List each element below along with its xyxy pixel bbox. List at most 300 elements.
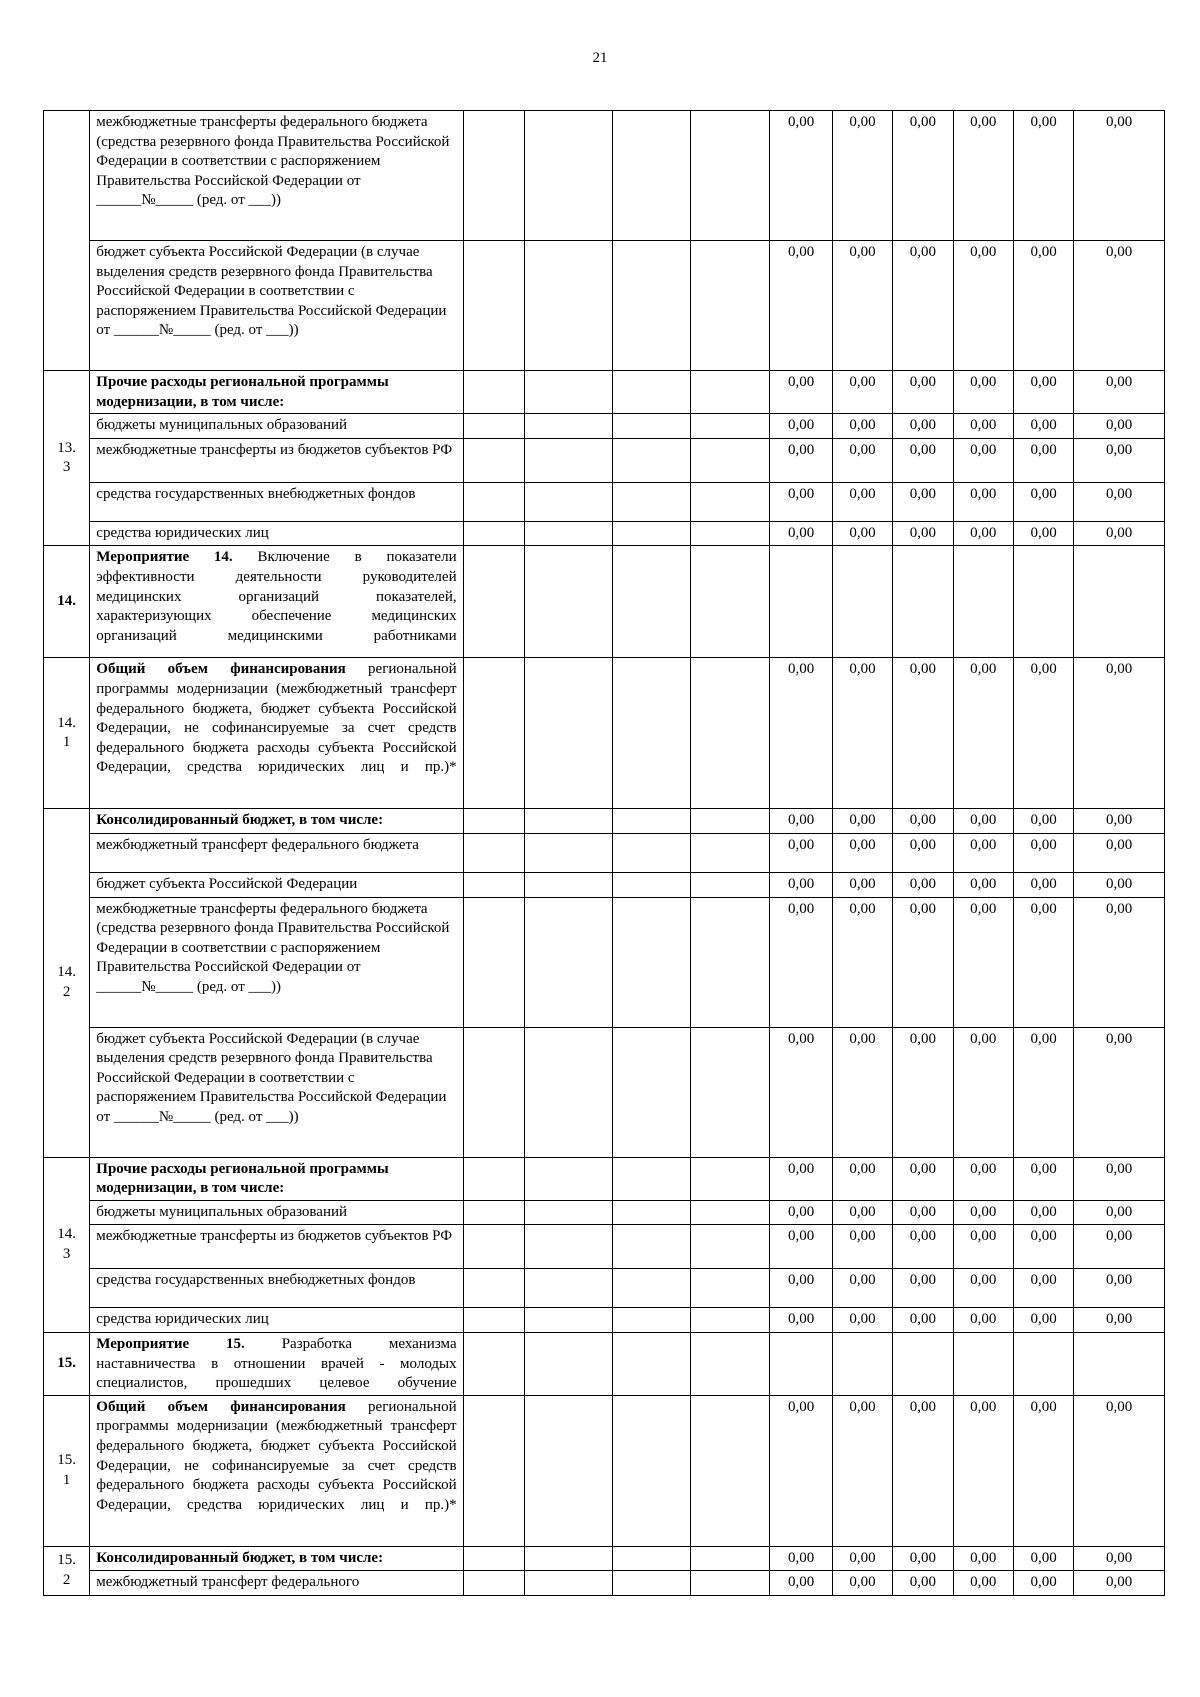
- empty-cell: [612, 658, 690, 809]
- row-number-part: 15.: [57, 1355, 77, 1372]
- value-cell: 0,00: [953, 833, 1013, 872]
- empty-cell: [691, 521, 770, 546]
- value-cell: 0,00: [893, 658, 953, 809]
- empty-cell: [612, 1395, 690, 1546]
- table-row: [44, 521, 1165, 546]
- value-cell: 0,00: [1013, 1269, 1073, 1308]
- value-cell: 0,00: [953, 1546, 1013, 1571]
- row-description-text: межбюджетные трансферты из бюджетов субъектов РФ: [96, 1228, 453, 1245]
- value-cell: 0,00: [770, 1200, 832, 1225]
- empty-cell: [463, 438, 524, 482]
- financing-table: [43, 110, 1165, 1596]
- empty-cell: [463, 833, 524, 872]
- table-row: [44, 1571, 1165, 1596]
- row-number-part: 1: [62, 734, 71, 751]
- value-cell: 0,00: [770, 1571, 832, 1596]
- row-number: [44, 1546, 90, 1595]
- empty-cell: [612, 897, 690, 1027]
- empty-cell: [612, 438, 690, 482]
- row-description: [90, 1027, 463, 1157]
- value-cell: 0,00: [893, 1308, 953, 1333]
- empty-cell: [463, 897, 524, 1027]
- row-description-lead: Мероприятие 15.: [96, 1335, 245, 1352]
- empty-cell: [612, 1157, 690, 1200]
- row-description: [90, 809, 463, 834]
- value-cell: 0,00: [770, 1157, 832, 1200]
- value-cell: 0,00: [953, 1308, 1013, 1333]
- value-cell: 0,00: [770, 1269, 832, 1308]
- value-cell: 0,00: [953, 872, 1013, 897]
- row-number-part: 14.: [57, 964, 77, 981]
- value-cell: 0,00: [1013, 897, 1073, 1027]
- row-number-part: 2: [62, 983, 71, 1000]
- empty-cell: [463, 111, 524, 241]
- empty-cell: [524, 482, 612, 521]
- row-number-part: 13.: [57, 439, 77, 456]
- row-description-lead: Мероприятие 14.: [96, 549, 233, 566]
- value-cell: 0,00: [953, 371, 1013, 414]
- empty-cell: [691, 809, 770, 834]
- row-description-text: Прочие расходы региональной программы модернизации, в том числе:: [96, 1160, 389, 1197]
- table-row: [44, 809, 1165, 834]
- value-cell: 0,00: [893, 809, 953, 834]
- row-description-text: бюджет субъекта Российской Федерации: [96, 875, 358, 892]
- empty-cell: [463, 1308, 524, 1333]
- value-cell: 0,00: [953, 809, 1013, 834]
- empty-cell: [524, 658, 612, 809]
- row-number-part: 1: [62, 1471, 71, 1488]
- value-cell: 0,00: [893, 1269, 953, 1308]
- value-cell: 0,00: [1074, 833, 1165, 872]
- value-cell: 0,00: [893, 241, 953, 371]
- value-cell: 0,00: [770, 1395, 832, 1546]
- row-description: [90, 833, 463, 872]
- value-cell: 0,00: [1074, 1308, 1165, 1333]
- empty-cell: [463, 482, 524, 521]
- value-cell: 0,00: [1074, 1546, 1165, 1571]
- value-cell: 0,00: [953, 521, 1013, 546]
- value-cell: 0,00: [832, 1546, 892, 1571]
- value-cell: 0,00: [1013, 111, 1073, 241]
- empty-cell: [463, 872, 524, 897]
- empty-cell: [463, 414, 524, 439]
- value-cell: 0,00: [1074, 658, 1165, 809]
- table-row: [44, 438, 1165, 482]
- empty-cell: [612, 111, 690, 241]
- value-cell: 0,00: [893, 1225, 953, 1269]
- row-number: [44, 809, 90, 1157]
- empty-cell: [524, 1225, 612, 1269]
- value-cell: 0,00: [893, 1395, 953, 1546]
- value-cell: 0,00: [832, 1269, 892, 1308]
- value-cell: 0,00: [832, 1027, 892, 1157]
- value-cell: 0,00: [953, 241, 1013, 371]
- row-description-text: средства юридических лиц: [96, 524, 269, 541]
- value-cell: [893, 546, 953, 658]
- value-cell: 0,00: [953, 1027, 1013, 1157]
- row-description-text: средства юридических лиц: [96, 1311, 269, 1328]
- row-number: [44, 1395, 90, 1546]
- row-description-text: региональной программы модернизации (межбюджетный трансферт федерального бюджета, бюджет субъекта Российской Федерации, не софинансируемые за счет средств федерального бюджета расходы субъекта Российской Федерации, средства юридических лиц и пр.)*: [96, 661, 457, 776]
- empty-cell: [612, 1332, 690, 1395]
- row-description-text: Прочие расходы региональной программы модернизации, в том числе:: [96, 374, 389, 410]
- row-description-text: бюджеты муниципальных образований: [96, 417, 348, 434]
- table-row: [44, 897, 1165, 1027]
- value-cell: [770, 1332, 832, 1395]
- value-cell: 0,00: [832, 833, 892, 872]
- value-cell: 0,00: [953, 658, 1013, 809]
- value-cell: 0,00: [893, 521, 953, 546]
- empty-cell: [524, 521, 612, 546]
- row-description: [90, 1395, 463, 1546]
- row-number: [44, 546, 90, 658]
- value-cell: 0,00: [1013, 414, 1073, 439]
- row-number-part: 14.: [57, 593, 77, 610]
- row-number: [44, 658, 90, 809]
- empty-cell: [691, 1200, 770, 1225]
- row-description-text: Включение в показатели эффективности деятельности руководителей медицинских организаций показателей, характеризующих обеспечение медицинских организаций медицинскими работниками: [96, 549, 457, 644]
- empty-cell: [691, 1027, 770, 1157]
- row-description-text: бюджет субъекта Российской Федерации (в случае выделения средств резервного фонда Правительства Российской Федерации в соответствии с распоряжением Правительства Российской Федерации от ______№_____ (ред. от ___)): [96, 244, 447, 339]
- empty-cell: [612, 1571, 690, 1596]
- value-cell: 0,00: [953, 897, 1013, 1027]
- table-row: [44, 1225, 1165, 1269]
- empty-cell: [524, 111, 612, 241]
- empty-cell: [612, 833, 690, 872]
- value-cell: 0,00: [1074, 438, 1165, 482]
- table-row: [44, 546, 1165, 658]
- value-cell: 0,00: [770, 897, 832, 1027]
- empty-cell: [612, 1308, 690, 1333]
- row-description-text: межбюджетные трансферты из бюджетов субъектов РФ: [96, 441, 453, 458]
- empty-cell: [524, 1395, 612, 1546]
- row-number-part: 15.: [57, 1552, 77, 1569]
- value-cell: 0,00: [1013, 1157, 1073, 1200]
- value-cell: 0,00: [832, 897, 892, 1027]
- value-cell: [1074, 546, 1165, 658]
- empty-cell: [524, 897, 612, 1027]
- empty-cell: [612, 872, 690, 897]
- value-cell: 0,00: [893, 1571, 953, 1596]
- value-cell: 0,00: [1013, 1308, 1073, 1333]
- empty-cell: [524, 833, 612, 872]
- value-cell: 0,00: [832, 1308, 892, 1333]
- row-number-part: 2: [62, 1571, 71, 1588]
- row-description-text: средства государственных внебюджетных фондов: [96, 1272, 416, 1289]
- empty-cell: [612, 1027, 690, 1157]
- value-cell: 0,00: [893, 414, 953, 439]
- table-row: [44, 1395, 1165, 1546]
- table-row: [44, 1308, 1165, 1333]
- row-description: [90, 438, 463, 482]
- value-cell: [953, 546, 1013, 658]
- value-cell: 0,00: [1013, 1200, 1073, 1225]
- value-cell: 0,00: [1013, 1027, 1073, 1157]
- value-cell: 0,00: [1074, 897, 1165, 1027]
- value-cell: 0,00: [1013, 482, 1073, 521]
- empty-cell: [524, 1200, 612, 1225]
- empty-cell: [524, 546, 612, 658]
- row-description-text: Консолидированный бюджет, в том числе:: [96, 812, 384, 829]
- empty-cell: [463, 1332, 524, 1395]
- empty-cell: [463, 1571, 524, 1596]
- row-description: [90, 482, 463, 521]
- empty-cell: [463, 1546, 524, 1571]
- row-number-part: 14.: [57, 1226, 77, 1243]
- value-cell: 0,00: [832, 371, 892, 414]
- value-cell: [953, 1332, 1013, 1395]
- empty-cell: [463, 1395, 524, 1546]
- value-cell: 0,00: [1013, 371, 1073, 414]
- empty-cell: [691, 1308, 770, 1333]
- table-row: [44, 482, 1165, 521]
- table-row: [44, 833, 1165, 872]
- empty-cell: [463, 546, 524, 658]
- value-cell: 0,00: [832, 872, 892, 897]
- value-cell: 0,00: [953, 1269, 1013, 1308]
- empty-cell: [612, 1546, 690, 1571]
- value-cell: 0,00: [832, 1225, 892, 1269]
- row-number-part: 3: [62, 459, 71, 476]
- value-cell: 0,00: [1074, 1269, 1165, 1308]
- table-row: [44, 111, 1165, 241]
- row-description: [90, 1269, 463, 1308]
- empty-cell: [463, 371, 524, 414]
- value-cell: 0,00: [953, 1157, 1013, 1200]
- value-cell: 0,00: [893, 111, 953, 241]
- value-cell: 0,00: [770, 371, 832, 414]
- row-description-text: межбюджетный трансферт федерального: [96, 1574, 360, 1591]
- empty-cell: [612, 546, 690, 658]
- empty-cell: [691, 414, 770, 439]
- value-cell: [1013, 1332, 1073, 1395]
- value-cell: 0,00: [832, 438, 892, 482]
- value-cell: 0,00: [832, 241, 892, 371]
- empty-cell: [463, 1027, 524, 1157]
- empty-cell: [463, 658, 524, 809]
- row-description: [90, 371, 463, 414]
- value-cell: 0,00: [1013, 809, 1073, 834]
- value-cell: 0,00: [1074, 482, 1165, 521]
- value-cell: 0,00: [1013, 1395, 1073, 1546]
- value-cell: 0,00: [832, 521, 892, 546]
- value-cell: 0,00: [832, 1157, 892, 1200]
- empty-cell: [524, 1157, 612, 1200]
- value-cell: 0,00: [770, 658, 832, 809]
- row-description-text: межбюджетные трансферты федерального бюджета (средства резервного фонда Правительства Российской Федерации в соответствии с распоряжением Правительства Российской Федерации от ______№_____ (ред. от ___)): [96, 900, 450, 995]
- value-cell: 0,00: [1013, 658, 1073, 809]
- row-number-part: 3: [62, 1245, 71, 1262]
- empty-cell: [691, 371, 770, 414]
- empty-cell: [691, 1546, 770, 1571]
- row-number: [44, 371, 90, 546]
- empty-cell: [612, 371, 690, 414]
- value-cell: 0,00: [1074, 414, 1165, 439]
- row-description: [90, 546, 463, 658]
- empty-cell: [691, 658, 770, 809]
- value-cell: 0,00: [770, 521, 832, 546]
- row-description: [90, 414, 463, 439]
- empty-cell: [612, 521, 690, 546]
- value-cell: 0,00: [953, 482, 1013, 521]
- value-cell: [1013, 546, 1073, 658]
- row-description-text: Разработка механизма наставничества в отношении врачей - молодых специалистов, прошедших целевое обучение: [96, 1335, 457, 1392]
- empty-cell: [691, 111, 770, 241]
- row-description-text: Консолидированный бюджет, в том числе:: [96, 1549, 384, 1566]
- empty-cell: [691, 482, 770, 521]
- value-cell: 0,00: [953, 1395, 1013, 1546]
- value-cell: 0,00: [893, 482, 953, 521]
- value-cell: 0,00: [832, 414, 892, 439]
- empty-cell: [463, 809, 524, 834]
- empty-cell: [691, 833, 770, 872]
- value-cell: 0,00: [770, 1027, 832, 1157]
- value-cell: 0,00: [832, 482, 892, 521]
- value-cell: 0,00: [1074, 1571, 1165, 1596]
- empty-cell: [691, 1225, 770, 1269]
- value-cell: 0,00: [1074, 1395, 1165, 1546]
- empty-cell: [524, 241, 612, 371]
- value-cell: 0,00: [1074, 521, 1165, 546]
- row-number: [44, 111, 90, 371]
- table-row: [44, 1332, 1165, 1395]
- value-cell: 0,00: [1013, 438, 1073, 482]
- empty-cell: [463, 1157, 524, 1200]
- table-row: [44, 371, 1165, 414]
- value-cell: [893, 1332, 953, 1395]
- value-cell: 0,00: [832, 111, 892, 241]
- value-cell: 0,00: [893, 833, 953, 872]
- table-row: [44, 872, 1165, 897]
- empty-cell: [691, 1395, 770, 1546]
- empty-cell: [524, 872, 612, 897]
- empty-cell: [463, 241, 524, 371]
- value-cell: 0,00: [1074, 1225, 1165, 1269]
- value-cell: 0,00: [1074, 1157, 1165, 1200]
- row-description: [90, 521, 463, 546]
- value-cell: 0,00: [770, 241, 832, 371]
- row-description-lead: Общий объем финансирования: [96, 661, 346, 678]
- value-cell: 0,00: [953, 1225, 1013, 1269]
- value-cell: 0,00: [953, 1571, 1013, 1596]
- row-description-text: межбюджетные трансферты федерального бюджета (средства резервного фонда Правительства Российской Федерации в соответствии с распоряжением Правительства Российской Федерации от ______№_____ (ред. от ___)): [96, 114, 450, 209]
- table-row: [44, 414, 1165, 439]
- value-cell: 0,00: [1013, 1546, 1073, 1571]
- empty-cell: [524, 371, 612, 414]
- value-cell: 0,00: [832, 658, 892, 809]
- value-cell: 0,00: [893, 872, 953, 897]
- row-description: [90, 897, 463, 1027]
- table-row: [44, 1157, 1165, 1200]
- value-cell: 0,00: [1074, 241, 1165, 371]
- empty-cell: [612, 241, 690, 371]
- value-cell: 0,00: [1074, 1027, 1165, 1157]
- table-row: [44, 1269, 1165, 1308]
- value-cell: 0,00: [770, 414, 832, 439]
- value-cell: 0,00: [832, 809, 892, 834]
- empty-cell: [463, 521, 524, 546]
- value-cell: 0,00: [1074, 872, 1165, 897]
- value-cell: 0,00: [1013, 833, 1073, 872]
- table-row: [44, 658, 1165, 809]
- value-cell: 0,00: [893, 1027, 953, 1157]
- value-cell: 0,00: [1013, 1225, 1073, 1269]
- value-cell: 0,00: [1074, 1200, 1165, 1225]
- empty-cell: [612, 414, 690, 439]
- value-cell: [832, 546, 892, 658]
- row-description: [90, 1571, 463, 1596]
- table-row: [44, 1027, 1165, 1157]
- value-cell: 0,00: [893, 1200, 953, 1225]
- value-cell: 0,00: [953, 414, 1013, 439]
- value-cell: 0,00: [1013, 241, 1073, 371]
- row-description: [90, 1308, 463, 1333]
- value-cell: 0,00: [770, 482, 832, 521]
- value-cell: 0,00: [893, 897, 953, 1027]
- row-number-part: 14.: [57, 714, 77, 731]
- value-cell: 0,00: [1013, 1571, 1073, 1596]
- table-row: [44, 1546, 1165, 1571]
- row-description-lead: Общий объем финансирования: [96, 1398, 346, 1415]
- value-cell: 0,00: [832, 1200, 892, 1225]
- empty-cell: [691, 1332, 770, 1395]
- value-cell: 0,00: [770, 872, 832, 897]
- row-number: [44, 1332, 90, 1395]
- value-cell: 0,00: [953, 1200, 1013, 1225]
- value-cell: 0,00: [893, 438, 953, 482]
- empty-cell: [463, 1225, 524, 1269]
- value-cell: [770, 546, 832, 658]
- table-row: [44, 1200, 1165, 1225]
- empty-cell: [463, 1200, 524, 1225]
- value-cell: 0,00: [770, 1546, 832, 1571]
- empty-cell: [524, 438, 612, 482]
- row-number-part: 15.: [57, 1452, 77, 1469]
- row-description: [90, 111, 463, 241]
- empty-cell: [691, 897, 770, 1027]
- empty-cell: [463, 1269, 524, 1308]
- empty-cell: [524, 1308, 612, 1333]
- value-cell: [832, 1332, 892, 1395]
- value-cell: 0,00: [770, 809, 832, 834]
- row-description: [90, 1332, 463, 1395]
- value-cell: 0,00: [893, 1546, 953, 1571]
- row-description: [90, 1546, 463, 1571]
- value-cell: 0,00: [953, 438, 1013, 482]
- empty-cell: [612, 482, 690, 521]
- row-description-text: бюджеты муниципальных образований: [96, 1203, 348, 1220]
- row-number: [44, 1157, 90, 1332]
- row-description: [90, 872, 463, 897]
- row-description-text: бюджет субъекта Российской Федерации (в случае выделения средств резервного фонда Правительства Российской Федерации в соответствии с распоряжением Правительства Российской Федерации от ______№_____ (ред. от ___)): [96, 1030, 447, 1125]
- value-cell: 0,00: [1074, 371, 1165, 414]
- value-cell: 0,00: [770, 1308, 832, 1333]
- row-description: [90, 1200, 463, 1225]
- row-description: [90, 241, 463, 371]
- empty-cell: [524, 1546, 612, 1571]
- empty-cell: [524, 1269, 612, 1308]
- row-description-text: средства государственных внебюджетных фондов: [96, 485, 416, 502]
- value-cell: 0,00: [1074, 111, 1165, 241]
- empty-cell: [691, 546, 770, 658]
- value-cell: 0,00: [770, 1225, 832, 1269]
- empty-cell: [691, 872, 770, 897]
- row-description-text: межбюджетный трансферт федерального бюджета: [96, 836, 419, 853]
- empty-cell: [691, 1269, 770, 1308]
- value-cell: 0,00: [893, 1157, 953, 1200]
- value-cell: 0,00: [770, 438, 832, 482]
- value-cell: 0,00: [1013, 521, 1073, 546]
